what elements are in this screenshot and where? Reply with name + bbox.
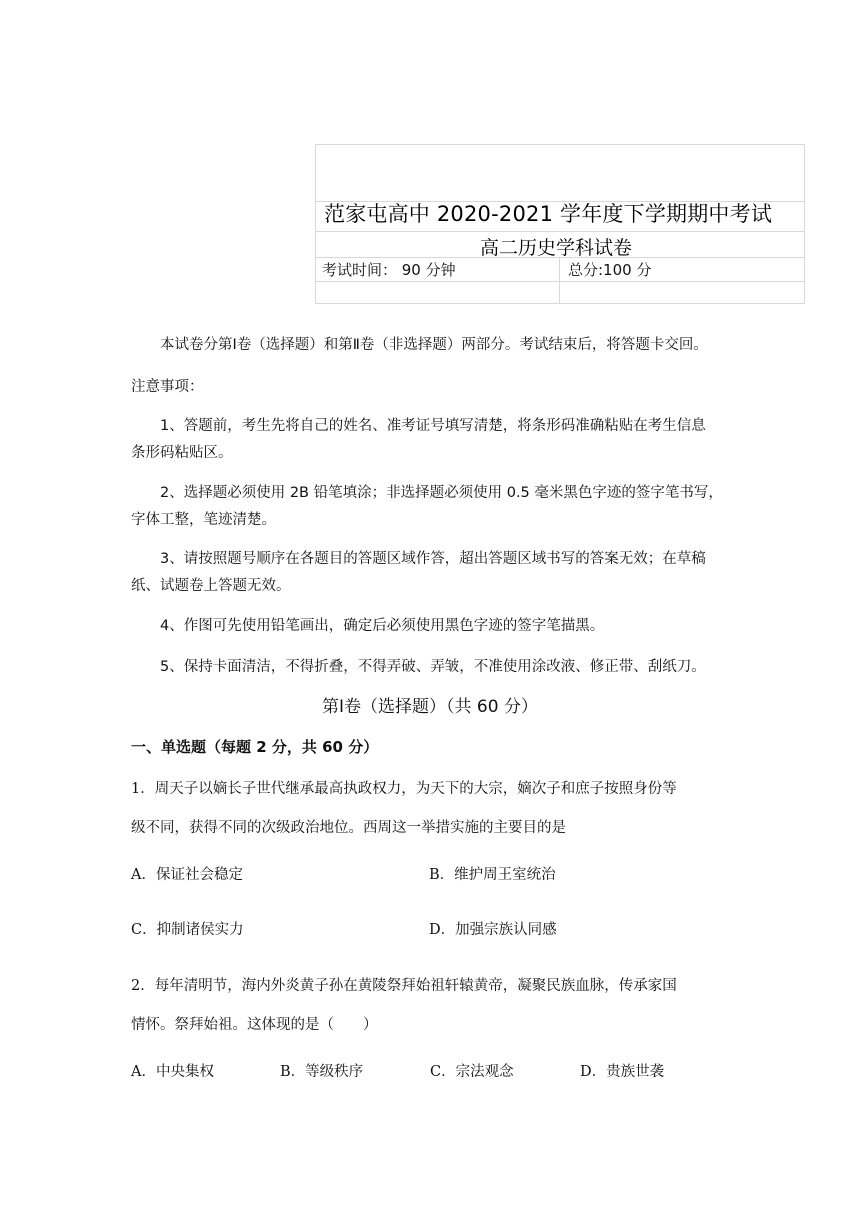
notice-item-continued: 纸、试题卷上答题无效。 bbox=[131, 578, 291, 594]
section-title: 第Ⅰ卷（选择题）（共 60 分） bbox=[322, 697, 538, 717]
option-d: D．加强宗族认同感 bbox=[429, 922, 557, 938]
notice-item: 1、答题前，考生先将自己的姓名、准考证号填写清楚，将条形码准确粘贴在考生信息 bbox=[160, 418, 706, 434]
exam-subtitle: 高二历史学科试卷 bbox=[480, 237, 633, 259]
question-stem-continued: 情怀。祭拜始祖。这体现的是（ ） bbox=[131, 1017, 378, 1033]
question-stem: 2．每年清明节，海内外炎黄子孙在黄陵祭拜始祖轩辕黄帝，凝聚民族血脉，传承家国 bbox=[131, 978, 677, 994]
question-stem: 1．周天子以嫡长子世代继承最高执政权力，为天下的大宗，嫡次子和庶子按照身份等 bbox=[131, 781, 677, 797]
notice-item: 3、请按照题号顺序在各题目的答题区域作答，超出答题区域书写的答案无效；在草稿 bbox=[160, 551, 706, 567]
notice-item-continued: 字体工整，笔迹清楚。 bbox=[131, 512, 276, 528]
option-b: B．等级秩序 bbox=[280, 1064, 364, 1080]
notice-item: 4、作图可先使用铅笔画出，确定后必须使用黑色字迹的签字笔描黑。 bbox=[160, 618, 605, 634]
notice-title: 注意事项： bbox=[131, 379, 204, 395]
option-d: D．贵族世袭 bbox=[580, 1064, 665, 1080]
option-c: C．宗法观念 bbox=[430, 1064, 514, 1080]
notice-item-continued: 条形码粘贴区。 bbox=[131, 445, 233, 461]
option-a: A．中央集权 bbox=[131, 1064, 214, 1080]
table-divider bbox=[316, 231, 804, 232]
exam-title: 范家屯高中 2020-2021 学年度下学期期中考试 bbox=[324, 202, 773, 226]
section-heading: 一、单选题（每题 2 分，共 60 分） bbox=[131, 738, 379, 756]
exam-time: 考试时间： 90 分钟 bbox=[322, 261, 456, 279]
question-stem-continued: 级不同，获得不同的次级政治地位。西周这一举措实施的主要目的是 bbox=[131, 820, 566, 836]
table-divider bbox=[559, 257, 560, 304]
intro-text: 本试卷分第Ⅰ卷（选择题）和第Ⅱ卷（非选择题）两部分。考试结束后，将答题卡交回。 bbox=[160, 337, 708, 353]
option-c: C．抑制诸侯实力 bbox=[131, 922, 244, 938]
option-b: B．维护周王室统治 bbox=[429, 867, 556, 883]
notice-item: 2、选择题必须使用 2B 铅笔填涂；非选择题必须使用 0.5 毫米黑色字迹的签字笔书写， bbox=[160, 485, 723, 501]
table-divider bbox=[316, 281, 804, 282]
notice-item: 5、保持卡面清洁，不得折叠，不得弄破、弄皱，不准使用涂改液、修正带、刮纸刀。 bbox=[160, 659, 706, 675]
option-a: A．保证社会稳定 bbox=[131, 867, 243, 883]
exam-total-score: 总分:100 分 bbox=[568, 261, 652, 279]
